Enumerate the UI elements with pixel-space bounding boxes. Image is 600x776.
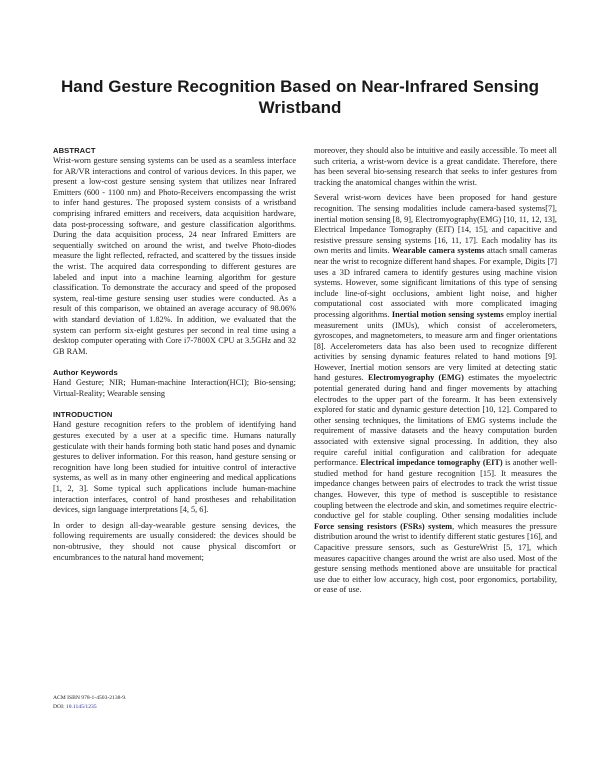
term-eit: Electrical impedance tomography (EIT): [360, 458, 503, 468]
text-span: is another well-studied method for hand gesture recognition [15]. It measures the impedance changes between pairs of electrodes to track the wrist tissue changes. However, this type of method is susceptible to resistance coupling between the electrode and skin, and sometimes require electric-conductive gel for stable coupling. Other sensing modalities include: [314, 458, 557, 521]
footer: [53, 694, 296, 712]
text-span: attach small cameras near the wrist to recognize different hand shapes. For example, Digits [7] uses a 3D infrared camera to identify gestures using machine vision systems. However, some significant limitations of this type of sensing include line-of-sight occlusions, ambient light noise, and higher computational cost associated with more complicated imaging processing algorithms.: [314, 246, 558, 319]
abstract-text: Wrist-worn gesture sensing systems can be used as a seamless interface for AR/VR interactions and control of various devices. In this paper, we present a low-cost gesture sensing system that utilizes near Infrared Emitters (600 - 1100 nm) and Photo-Receivers encompassing the wrist to infer hand gestures. The proposed system consists of a wristband comprising infrared emitters and receivers, data acquisition hardware, data post-processing software, and gesture classification algorithms. During the data acquisition process, 24 near Infrared Emitters are sequentially switched on around the wrist, and twelve Photo-diodes measure the light reflected, refracted, and scattered by the tissues inside the wrist. The acquired data corresponding to different gestures are labeled and input into a machine learning algorithm for gesture classification. To demonstrate the accuracy and speed of the proposed system, real-time gesture sensing user studies were conducted. As a result of this comparison, we obtained an average accuracy of 98.06% with standard deviation of 1.82%. In addition, we evaluated that the system can perform six-eight gestures per second in real time using a desktop computer operating with Core i7-7800X CPU at 3.5GHz and 32 GB RAM.: [53, 156, 296, 356]
text-span: employ inertial measurement units (IMUs), which consist of accelerometers, gyroscopes, and magnetometers, to measure arm and finger orientations [8]. Accelerometers data has also been used to recognize different activities by sensing dynamic features related to hand motions [9]. However, Inertial motion sensors are very limited at detecting static hand gestures.: [314, 309, 557, 383]
introduction-paragraph-2: In order to design all-day-wearable gesture sensing devices, the following requirements are usually considered: the devices should be non-obtrusive, they should not cause physical discomfort or encumbrances to the natural hand movement;: [53, 520, 296, 562]
keywords-text: Hand Gesture; NIR; Human-machine Interaction(HCI); Bio-sensing; Virtual-Reality; Wearable sensing: [53, 378, 296, 398]
right-paragraph-2: [314, 193, 557, 596]
text-span: Several wrist-worn devices have been proposed for hand gesture recognition. The sensing modalities include camera-based systems[7], inertial motion sensing [8, 9], Electromyography(EMG) [10, 11, 12, 13], Electrical Impedance Tomography (EIT) [14, 15], and capacitive and resistive pressure sensing systems [16, 11, 17]. Each modality has its own merits and limits.: [314, 193, 557, 256]
abstract-heading: ABSTRACT: [53, 146, 96, 155]
isbn-line: ACM ISBN 978-1-4503-2138-9.: [53, 695, 127, 701]
term-emg: Electromyography (EMG): [368, 373, 464, 383]
term-inertial-motion: Inertial motion sensing systems: [391, 309, 504, 319]
doi-link[interactable]: 10.1145/1235: [65, 704, 97, 710]
text-span: estimates the myoelectric potential generated during hand and finger movements by attaching electrodes to the upper part of the forearm. It has been extensively explored for static and dynamic gesture detection [10, 12]. Compared to other sensing techniques, the limitations of EMG systems include the requirement of massive datasets and the heavy computation burden associated with extensive signal processing. In addition, they also require careful initial configuration and calibration for adequate performance.: [314, 373, 557, 468]
term-wearable-camera: Wearable camera systems: [391, 246, 485, 256]
introduction-heading: INTRODUCTION: [53, 410, 113, 420]
right-column: [314, 146, 557, 601]
paper-title: Hand Gesture Recognition Based on Near-Infrared Sensing Wristband: [61, 77, 539, 117]
doi-label: DOI:: [53, 704, 66, 710]
text-span: , which measures the pressure distribution around the wrist to identify different static gestures [16], and Capacitive pressure sensors, such as GestureWrist [5, 17], which measures capacitive changes around the wrist are also used. Most of the gesture sensing methods mentioned above are unsuitable for practical use due to either low accuracy, high cost, poor ergonomics, portability, or ease of use.: [314, 521, 557, 595]
doi-line: [53, 703, 296, 712]
keywords-heading: Author Keywords: [53, 368, 118, 378]
term-fsr: Force sensing resistors (FSRs) system: [314, 521, 453, 531]
left-column: [53, 146, 296, 568]
right-paragraph-1: moreover, they should also be intuitive and easily accessible. To meet all such criteria, a wrist-worn device is a great candidate. Therefore, there has been several bio-sensing research that seeks to infer gestures from tracking the anatomical changes within the wrist.: [314, 146, 557, 187]
introduction-paragraph-1: Hand gesture recognition refers to the problem of identifying hand gestures executed by a user at a specific time. Humans naturally gesticulate with their hands forming both static hand poses and dynamic gestures to deliver information. For this reason, hand gesture sensing or recognition have long been studied for intuitive control of interactive systems, as well as in many other engineering and medical applications [1, 2, 3]. Some typical such applications include human-machine interaction interfaces, control of hand prostheses and rehabilitation devices, sign language interpretations [4, 5, 6].: [53, 420, 296, 515]
